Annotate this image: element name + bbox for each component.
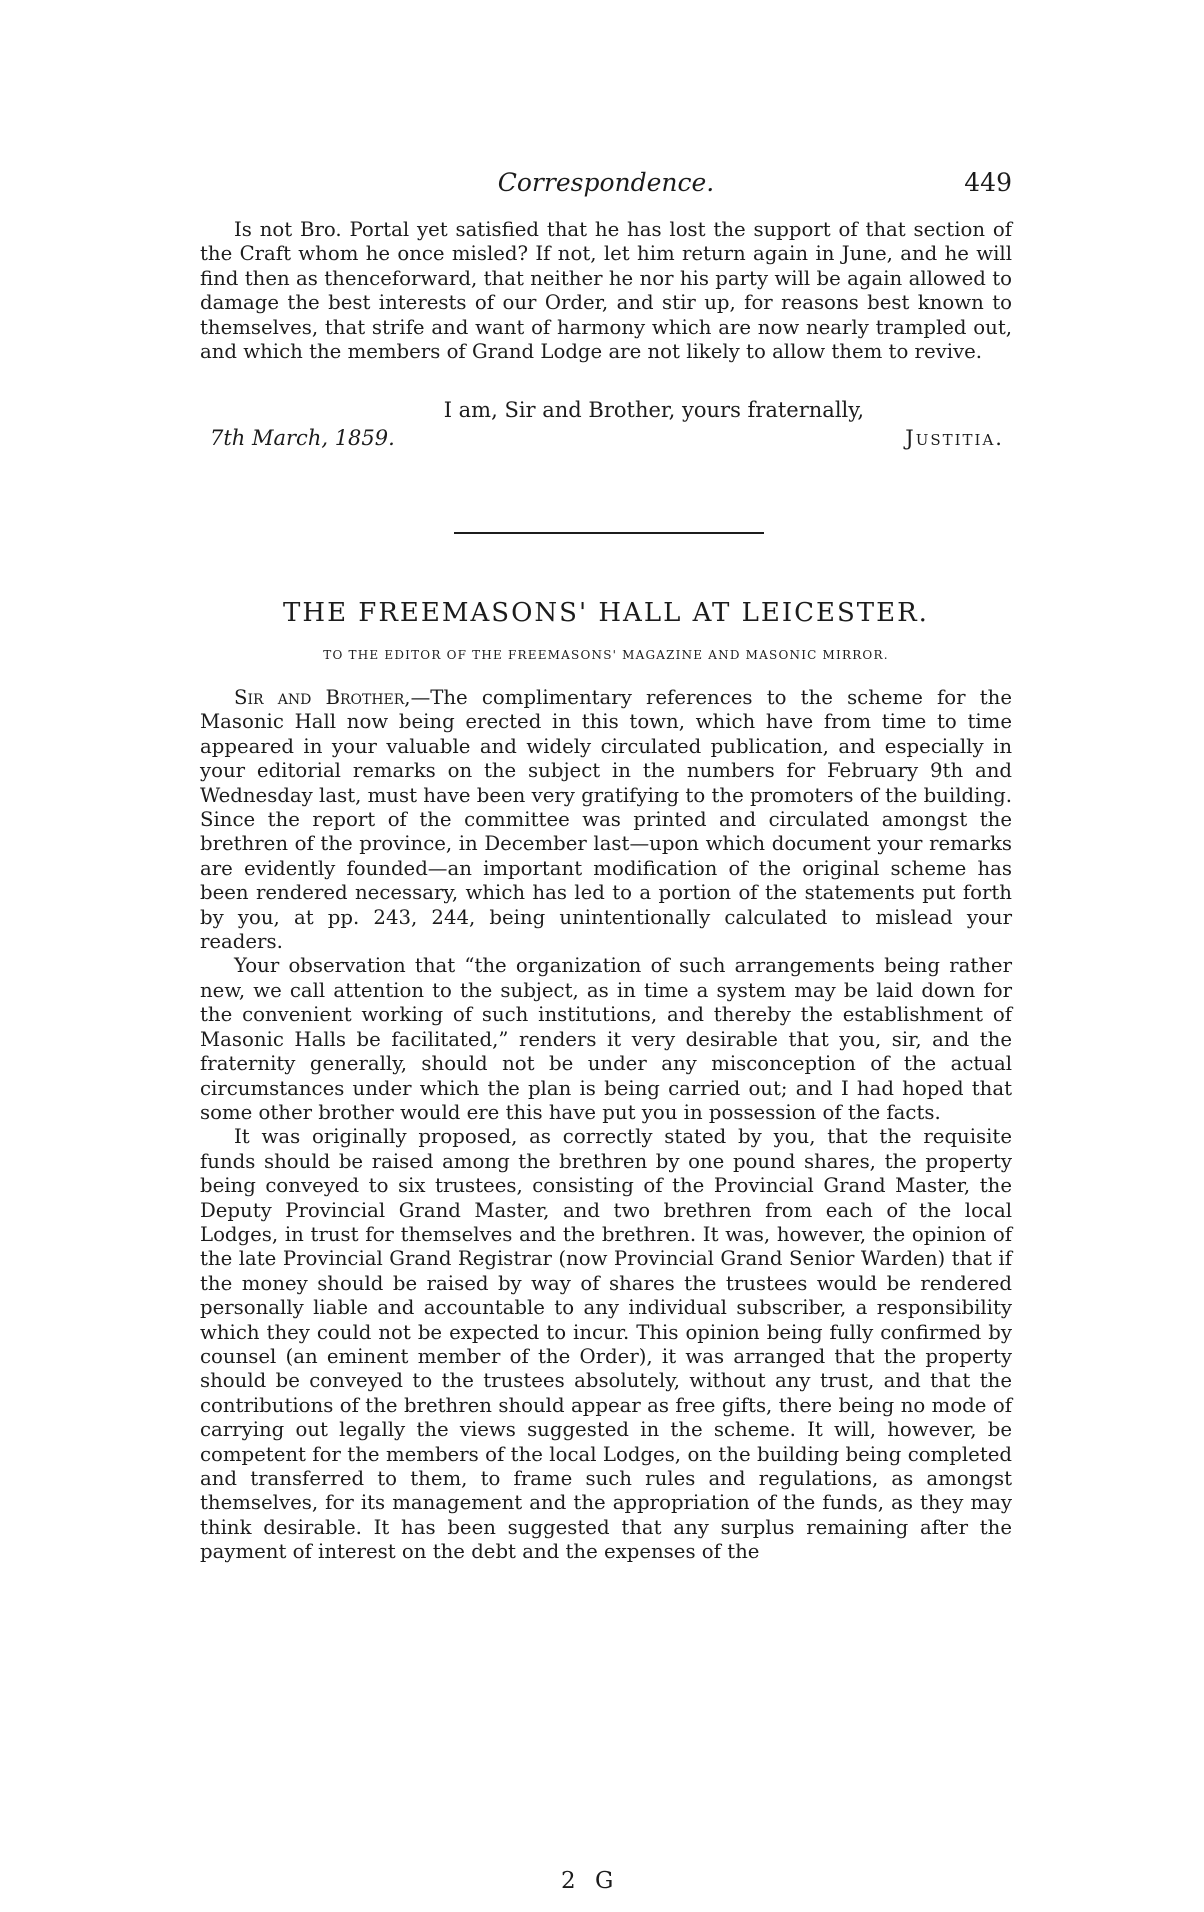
letter-final-paragraph: Is not Bro. Portal yet satisfied that he has lost the support of that section of the Craft whom he once misled? If not, let him return again in June, and he will find then as thenceforward, that neither he nor his party will be again allowed to damage the best interests of our Order, and stir up, for reasons best known to themselves, that strife and want of harmony which are now nearly trampled out, and which the members of Grand Lodge are not likely to allow them to revive.	[200, 218, 1012, 364]
letter-closing: I am, Sir and Brother, yours fraternally,	[443, 398, 864, 422]
salutation: Sir and Brother,	[234, 686, 411, 709]
article-body	[200, 686, 1012, 1565]
article-paragraph: It was originally proposed, as correctly stated by you, that the requisite funds should be raised among the brethren by one pound shares, the property being conveyed to six trustees, consisting of the Provincial Grand Master, the Deputy Provincial Grand Master, and two brethren from each of the local Lodges, in trust for themselves and the brethren. It was, however, the opinion of the late Provincial Grand Registrar (now Provincial Grand Senior Warden) that if the money should be raised by way of shares the trustees would be rendered personally liable and accountable to any individual subscriber, a responsibility which they could not be expected to incur. This opinion being fully confirmed by counsel (an eminent member of the Order), it was arranged that the property should be conveyed to the trustees absolutely, without any trust, and that the contributions of the brethren should appear as free gifts, there being no mode of carrying out legally the views suggested in the scheme. It will, however, be competent for the members of the local Lodges, on the building being completed and transferred to them, to frame such rules and regulations, as amongst themselves, for its management and the appropriation of the funds, as they may think desirable. It has been suggested that any surplus remaining after the payment of interest on the debt and the expenses of the	[200, 1125, 1012, 1564]
page-number: 449	[964, 168, 1012, 197]
article-addressee: TO THE EDITOR OF THE FREEMASONS' MAGAZINE AND MASONIC MIRROR.	[323, 648, 889, 662]
page-header	[200, 168, 1012, 204]
letter-date: 7th March, 1859.	[210, 426, 395, 450]
letter-signature: Justitia.	[905, 426, 1004, 450]
running-title: Correspondence.	[497, 168, 715, 197]
section-divider	[454, 532, 764, 534]
letter-conclusion	[200, 218, 1012, 364]
letter-signoff	[200, 398, 1012, 458]
article-paragraph	[200, 686, 1012, 954]
article-title: THE FREEMASONS' HALL AT LEICESTER.	[283, 598, 929, 628]
article-paragraph-text: —The complimentary references to the scheme for the Masonic Hall now being erected in this town, which have from time to time appeared in your valuable and widely circulated publication, and especially in your editorial remarks on the subject in the numbers for February 9th and Wednesday last, must have been very gratifying to the promoters of the building. Since the report of the committee was printed and circulated amongst the brethren of the province, in December last—upon which document your remarks are evidently founded—an important modification of the original scheme has been rendered necessary, which has led to a portion of the statements put forth by you, at pp. 243, 244, being unintentionally calculated to mislead your readers.	[200, 686, 1012, 954]
signature-mark: 2 G	[561, 1868, 620, 1894]
article-paragraph: Your observation that “the organization of such arrangements being rather new, we call attention to the subject, as in time a system may be laid down for the convenient working of such institutions, and thereby the establishment of Masonic Halls be facilitated,” renders it very desirable that you, sir, and the fraternity generally, should not be under any misconception of the actual circumstances under which the plan is being carried out; and I had hoped that some other brother would ere this have put you in possession of the facts.	[200, 954, 1012, 1124]
